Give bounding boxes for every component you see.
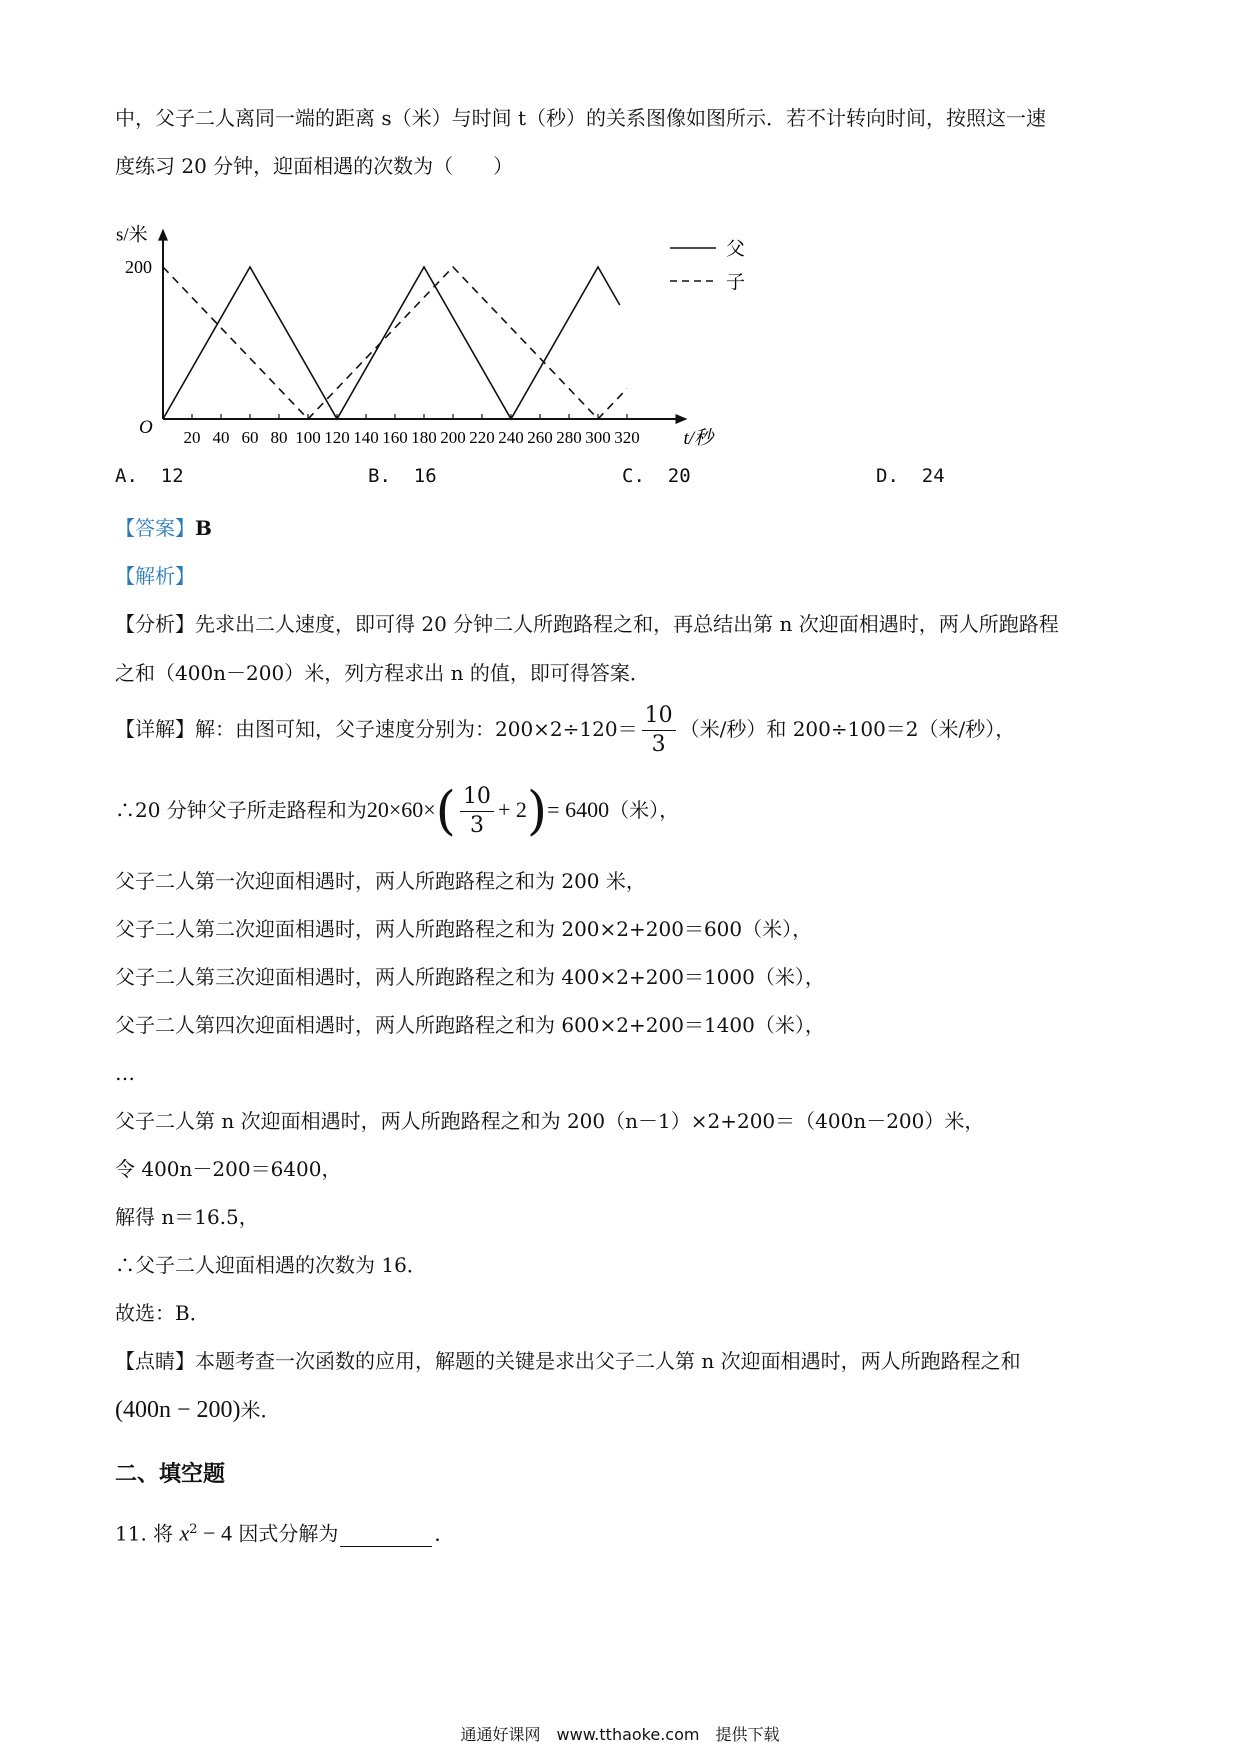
legend-label: 子 — [726, 272, 746, 293]
detail-step: 父子二人第四次迎面相遇时，两人所跑路程之和为 600×2+200＝1400（米）， — [115, 1013, 825, 1037]
detail-step: 故选：B． — [115, 1301, 210, 1325]
x-tick-label: 300 — [585, 428, 611, 447]
x-tick-label: 140 — [353, 428, 379, 447]
dianjing-tag: 【点睛】 — [115, 1349, 195, 1373]
x-axis-arrow — [676, 414, 688, 424]
fenxi-tag: 【分析】 — [115, 612, 195, 636]
x-tick-label: 200 — [440, 428, 466, 447]
answer-tag: 【答案】 — [115, 516, 195, 540]
section-heading: 二、填空题 — [115, 1461, 226, 1487]
y-tick-label: 200 — [125, 257, 152, 277]
dianjing-line-2: (400n − 200)米． — [115, 1397, 281, 1423]
x-tick-label: 20 — [183, 428, 201, 447]
footer: 通通好课网 www.tthaoke.com 提供下载 — [460, 1725, 780, 1744]
answer-line — [115, 515, 212, 541]
question-line-2: 度练习 20 分钟，迎面相遇的次数为（ ） — [115, 154, 514, 178]
x-axis-label: t/秒 — [683, 428, 714, 449]
x-tick-label: 260 — [527, 428, 553, 447]
detail-step: 父子二人第一次迎面相遇时，两人所跑路程之和为 200 米， — [115, 869, 646, 893]
analysis-tag: 【解析】 — [115, 564, 195, 588]
question-11: 11. 将 $x^2 - 4$ 因式分解为 ． — [115, 1520, 455, 1546]
detail-step: 父子二人第二次迎面相遇时，两人所跑路程之和为 200×2+200＝600（米）， — [115, 917, 813, 941]
option-d[interactable]: D. 24 — [876, 465, 945, 487]
dianjing-line-1: 【点睛】本题考查一次函数的应用，解题的关键是求出父子二人第 n 次迎面相遇时，两人所跑路程之和 — [115, 1349, 1021, 1373]
legend-label: 父 — [726, 239, 746, 260]
option-c[interactable]: C. 20 — [622, 465, 691, 487]
speed-fraction: $\frac{10}{3}$ — [642, 702, 676, 759]
answer-value: B — [195, 516, 212, 540]
detail-step: … — [115, 1061, 135, 1085]
x-tick-label: 240 — [498, 428, 524, 447]
x-tick-label: 80 — [270, 428, 288, 447]
x-tick-label: 180 — [411, 428, 437, 447]
series-line-father — [163, 267, 620, 419]
x-tick-label: 320 — [614, 428, 640, 447]
detail-sum-line: ∴20 分钟父子所走路程和为20×60×( $\frac{10}{3}$ + 2)= 6400（米）， — [115, 781, 680, 842]
fenxi-line-2: 之和（400n－200）米，列方程求出 n 的值，即可得答案． — [115, 661, 650, 685]
y-axis-label: s/米 — [116, 224, 148, 246]
detail-step: 父子二人第 n 次迎面相遇时，两人所跑路程之和为 200（n－1）×2+200＝（400n－200）米， — [115, 1109, 985, 1133]
option-b[interactable]: B. 16 — [368, 465, 437, 487]
detail-step: ∴父子二人迎面相遇的次数为 16． — [115, 1253, 427, 1277]
question-line-1: 中，父子二人离同一端的距离 s（米）与时间 t（秒）的关系图像如图所示．若不计转向时间，按照这一速 — [115, 106, 1047, 130]
detail-step: 令 400n－200＝6400， — [115, 1157, 342, 1181]
x-tick-label: 280 — [556, 428, 582, 447]
series-line-son — [163, 267, 627, 419]
answer-blank[interactable] — [340, 1526, 432, 1547]
detail-step: 解得 n＝16.5， — [115, 1205, 259, 1229]
x-tick-label: 220 — [469, 428, 495, 447]
fenxi-line-1: 【分析】先求出二人速度，即可得 20 分钟二人所跑路程之和，再总结出第 n 次迎面相遇时，两人所跑路程 — [115, 612, 1059, 636]
x-tick-label: 120 — [324, 428, 350, 447]
x-tick-label: 160 — [382, 428, 408, 447]
x-tick-label: 40 — [212, 428, 230, 447]
x-tick-label: 60 — [241, 428, 259, 447]
origin-label: O — [139, 417, 153, 438]
detail-line-1: 【详解】解：由图可知，父子速度分别为：200×2÷120＝ $\frac{10}{3}$ （米/秒）和 200÷100＝2（米/秒）， — [115, 703, 1016, 757]
option-a[interactable]: A. 12 — [115, 465, 184, 487]
y-axis-arrow — [158, 229, 168, 241]
detail-step: 父子二人第三次迎面相遇时，两人所跑路程之和为 400×2+200＝1000（米）， — [115, 965, 825, 989]
distance-time-chart — [100, 188, 746, 453]
detail-tag: 【详解】 — [115, 717, 195, 741]
x-tick-label: 100 — [295, 428, 321, 447]
